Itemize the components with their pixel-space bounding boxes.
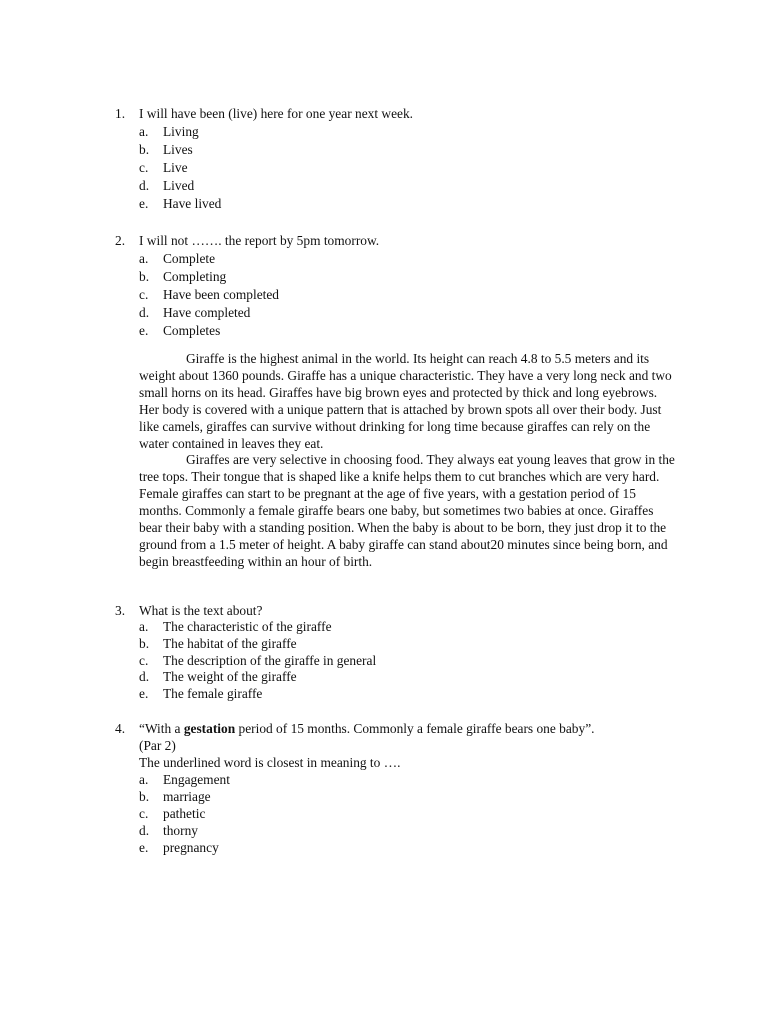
option-text: The description of the giraffe in general <box>163 652 377 668</box>
question-1-options <box>115 123 715 213</box>
option-text: Completing <box>163 269 227 284</box>
question-3-options <box>115 619 715 703</box>
question-number: 1. <box>115 106 126 121</box>
option-text: Lived <box>163 178 195 193</box>
option-c <box>115 159 715 177</box>
option-letter: a. <box>139 251 149 266</box>
option-c <box>115 286 715 304</box>
option-text: Have lived <box>163 196 222 211</box>
option-text: thorny <box>163 823 198 838</box>
option-letter: c. <box>139 806 149 821</box>
option-text: The female giraffe <box>163 686 263 702</box>
option-text: marriage <box>163 789 211 804</box>
question-4 <box>115 720 715 856</box>
option-letter: b. <box>139 269 150 284</box>
question-1-stem-line <box>115 105 715 123</box>
question-instruction: The underlined word is closest in meaning to …. <box>139 755 401 770</box>
option-letter: c. <box>139 652 149 668</box>
option-letter: c. <box>139 287 149 302</box>
question-number: 3. <box>115 603 126 618</box>
option-letter: a. <box>139 619 149 634</box>
option-text: Living <box>163 124 199 139</box>
option-d <box>115 822 715 839</box>
option-letter: e. <box>139 840 149 855</box>
option-e <box>115 686 715 703</box>
option-d <box>115 669 715 686</box>
option-text: The weight of the giraffe <box>163 669 297 685</box>
option-text: Engagement <box>163 772 230 787</box>
option-a <box>115 771 715 788</box>
option-letter: b. <box>139 789 150 804</box>
option-letter: b. <box>139 635 150 651</box>
option-letter: d. <box>139 669 150 685</box>
question-3-stem-line <box>115 602 715 619</box>
option-d <box>115 304 715 322</box>
option-a <box>115 250 715 268</box>
question-2 <box>115 232 715 340</box>
option-text: Complete <box>163 251 216 266</box>
question-stem: What is the text about? <box>139 603 263 618</box>
passage-paragraph-1: Giraffe is the highest animal in the world. Its height can reach 4.8 to 5.5 meters and its weight about 1360 pounds. Giraffe has a unique characteristic. They have a very long neck and two small horns on its head. Giraffes have big brown eyes and protected by thick and long eyebrows. Her body is covered with a unique pattern that is attached by brown spots all over their body. Just like camels, giraffes can survive without drinking for long time because giraffes can rely on the water contained in leaves they eat. <box>139 351 672 451</box>
option-letter: e. <box>139 686 149 702</box>
option-text: pregnancy <box>163 840 219 855</box>
option-text: pathetic <box>163 806 206 821</box>
option-letter: e. <box>139 196 149 211</box>
option-e <box>115 195 715 213</box>
stem-before: “With a <box>139 721 184 736</box>
option-b <box>115 268 715 286</box>
option-e <box>115 839 715 856</box>
question-number: 2. <box>115 233 126 248</box>
stem-target-word: gestation <box>183 721 236 736</box>
paragraph-reference: (Par 2) <box>139 738 176 753</box>
option-text: Have completed <box>163 305 251 320</box>
question-3 <box>115 602 715 703</box>
option-d <box>115 177 715 195</box>
option-letter: a. <box>139 772 149 787</box>
option-a <box>115 619 715 636</box>
option-text: Completes <box>163 323 221 338</box>
option-letter: a. <box>139 124 149 139</box>
question-4-options <box>115 771 715 856</box>
option-letter: e. <box>139 323 149 338</box>
option-text: The characteristic of the giraffe <box>163 619 332 634</box>
stem-after: period of 15 months. Commonly a female giraffe bears one baby”. <box>235 721 595 736</box>
option-c <box>115 805 715 822</box>
option-letter: d. <box>139 823 150 838</box>
option-b <box>115 788 715 805</box>
question-1 <box>115 105 715 213</box>
option-c <box>115 653 715 670</box>
question-stem <box>139 720 595 737</box>
question-stem: I will have been (live) here for one year next week. <box>139 106 414 121</box>
question-4-stem-line <box>115 720 715 737</box>
option-letter: b. <box>139 142 150 157</box>
option-e <box>115 322 715 340</box>
passage-paragraph-2: Giraffes are very selective in choosing food. They always eat young leaves that grow in the tree tops. Their tongue that is shaped like a knife helps them to cut branches which are very hard. Female giraffes can start to be pregnant at the age of five years, with a gestation period of 15 months. Commonly a female giraffe bears one baby, but sometimes two babies at once. Giraffes bear their baby with a standing position. When the baby is about to be born, they just drop it to the ground from a 1.5 meter of height. A baby giraffe can stand about20 minutes since being born, and begin breastfeeding within an hour of birth. <box>139 452 675 569</box>
question-number: 4. <box>115 721 126 736</box>
question-stem: I will not ……. the report by 5pm tomorrow. <box>139 233 380 248</box>
option-text: Have been completed <box>163 287 279 302</box>
option-a <box>115 123 715 141</box>
reading-passage <box>139 351 679 571</box>
option-b <box>115 141 715 159</box>
option-letter: d. <box>139 305 150 320</box>
option-text: Lives <box>163 142 193 157</box>
option-b <box>115 636 715 653</box>
question-2-options <box>115 250 715 340</box>
question-2-stem-line <box>115 232 715 250</box>
option-letter: c. <box>139 160 149 175</box>
option-text: The habitat of the giraffe <box>163 635 297 651</box>
option-text: Live <box>163 160 188 175</box>
option-letter: d. <box>139 178 150 193</box>
